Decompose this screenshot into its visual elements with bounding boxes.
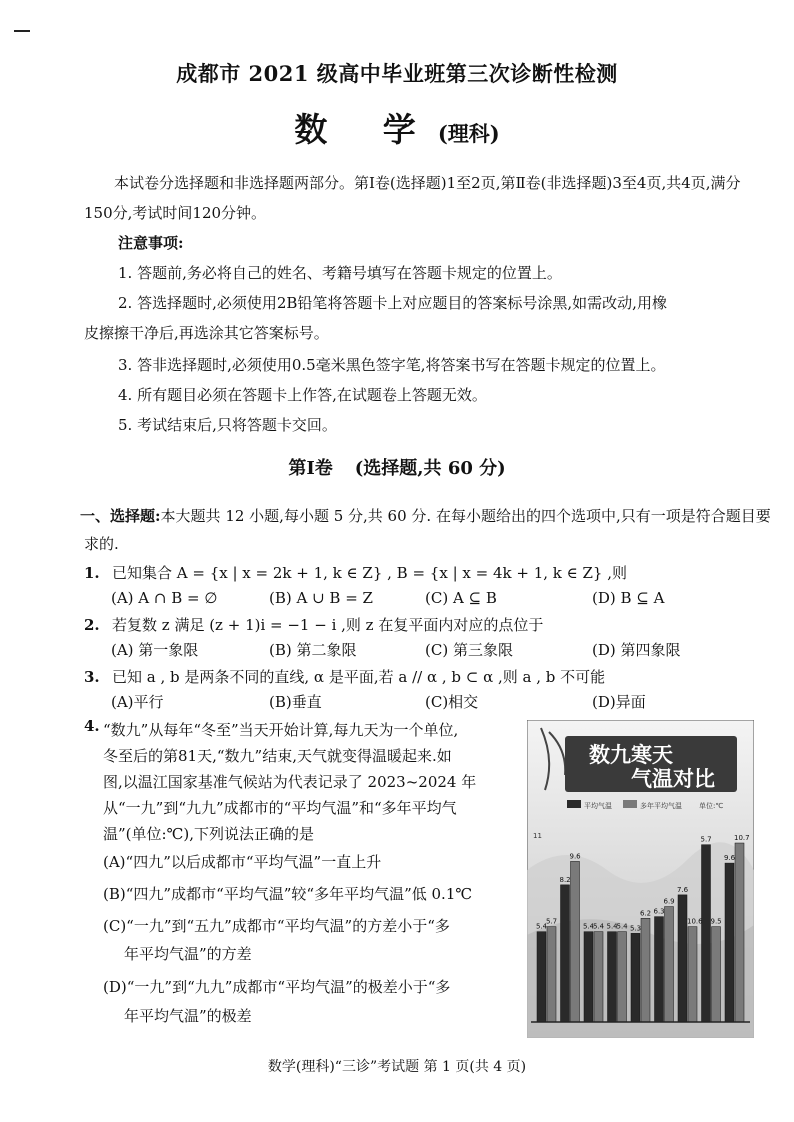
bar-multi-year-5	[641, 918, 650, 1022]
question-stem: 若复数 z 满足 (z + 1)i = −1 − i ,则 z 在复平面内对应的点位于	[112, 616, 544, 634]
value-label: 5.4	[583, 922, 595, 931]
q4-stem-line-3: 图,以温江国家基准气候站为代表记录了 2023~2024 年	[103, 773, 477, 791]
bar-avg-8	[702, 845, 711, 1022]
chart-title-line-1: 数九寒天	[589, 743, 673, 767]
question-4-number: 4.	[84, 717, 100, 735]
value-label: 5.7	[546, 917, 558, 926]
question-2	[84, 612, 543, 638]
option-d: (D) 第四象限	[592, 641, 681, 659]
bar-avg-6	[655, 917, 664, 1022]
value-label: 7.6	[677, 885, 689, 894]
q4-option-c-cont: 年平均气温”的方差	[124, 945, 252, 963]
notice-item-3: 3. 答非选择题时,必须使用0.5毫米黑色签字笔,将答案书写在答题卡规定的位置上。	[118, 356, 666, 374]
value-label: 10.6	[687, 917, 703, 926]
value-label: 5.7	[700, 835, 712, 844]
q4-option-a: (A)“四九”以后成都市“平均气温”一直上升	[103, 853, 382, 871]
option-b: (B) A ∪ B = Z	[269, 589, 373, 607]
subject-main: 数 学	[294, 110, 438, 149]
bar-multi-year-1	[547, 927, 556, 1022]
bar-multi-year-2	[571, 861, 580, 1022]
value-label: 6.2	[640, 909, 652, 918]
section-subtitle: (选择题,共 60 分)	[354, 458, 506, 479]
legend-label-multi-year: 多年平均气温	[640, 802, 682, 810]
option-d: (D)异面	[592, 693, 646, 711]
section-heading	[0, 454, 794, 480]
section-title: 第Ⅰ卷	[288, 458, 333, 479]
q4-stem-line-5: 温”(单位:℃),下列说法正确的是	[103, 825, 314, 843]
option-c: (C)相交	[425, 693, 479, 711]
q4-stem-line-4: 从“一九”到“九九”成都市的“平均气温”和“多年平均气	[103, 799, 457, 817]
page-footer: 数学(理科)“三诊”考试题 第 1 页(共 4 页)	[267, 1059, 527, 1075]
bar-multi-year-3	[594, 932, 603, 1022]
value-label: 5.4	[536, 922, 548, 931]
subject-title	[0, 104, 794, 151]
legend-unit: 单位:℃	[699, 802, 724, 810]
y-axis-tick-label: 11	[533, 832, 542, 840]
q4-stem-line-2: 冬至后的第81天,“数九”结束,天气就变得温暖起来.如	[103, 747, 452, 765]
intro-paragraph: 本试卷分选择题和非选择题两部分。第Ⅰ卷(选择题)1至2页,第Ⅱ卷(非选择题)3至4页,共4页,满分150分,考试时间120分钟。	[84, 174, 741, 222]
option-d: (D) B ⊆ A	[592, 589, 665, 607]
option-c: (C) A ⊆ B	[425, 589, 497, 607]
value-label: 5.4	[616, 922, 628, 931]
bar-avg-9	[725, 863, 734, 1022]
bar-avg-4	[608, 932, 617, 1022]
exam-title: 成都市 2021 级高中毕业班第三次诊断性检测	[176, 61, 618, 86]
question-stem: 已知集合 A = {x | x = 2k + 1, k ∈ Z} , B = {x | x = 4k + 1, k ∈ Z} ,则	[112, 564, 628, 582]
bar-avg-3	[584, 932, 593, 1022]
temperature-bar-chart	[527, 720, 754, 1038]
value-label: 9.5	[710, 917, 722, 926]
q4-option-b: (B)“四九”成都市“平均气温”较“多年平均气温”低 0.1℃	[103, 885, 473, 903]
question-number: 2.	[84, 616, 100, 634]
bar-multi-year-8	[712, 927, 721, 1022]
option-b: (B) 第二象限	[269, 641, 357, 659]
chart-title-line-2: 气温对比	[631, 767, 715, 791]
option-a: (A)平行	[111, 693, 164, 711]
q4-option-d-cont: 年平均气温”的极差	[124, 1007, 252, 1025]
notice-item-2-cont: 皮擦擦干净后,再选涂其它答案标号。	[84, 324, 329, 342]
value-label: 6.9	[663, 897, 675, 906]
bar-avg-7	[678, 895, 687, 1022]
value-label: 9.6	[569, 852, 581, 861]
value-label: 5.3	[630, 924, 642, 933]
value-label: 10.7	[734, 834, 750, 843]
value-label: 8.2	[559, 875, 571, 884]
value-label: 5.4	[606, 922, 618, 931]
notice-item-1: 1. 答题前,务必将自己的姓名、考籍号填写在答题卡规定的位置上。	[118, 264, 562, 282]
question-stem: 已知 a , b 是两条不同的直线, α 是平面,若 a // α , b ⊂ α ,则 a , b 不可能	[112, 668, 606, 686]
part-instructions	[80, 502, 774, 558]
value-label: 6.3	[653, 907, 665, 916]
corner-mark	[14, 30, 30, 32]
subject-sub: (理科)	[437, 121, 500, 146]
part-lead: 一、选择题:	[80, 507, 161, 525]
value-label: 5.4	[593, 922, 605, 931]
q4-stem-line-1: “数九”从每年“冬至”当天开始计算,每九天为一个单位,	[103, 721, 459, 739]
bar-avg-1	[537, 932, 546, 1022]
legend-swatch-multi-year	[623, 800, 637, 808]
bar-multi-year-6	[665, 907, 674, 1022]
bar-multi-year-4	[618, 932, 627, 1022]
notice-item-2: 2. 答选择题时,必须使用2B铅笔将答题卡上对应题目的答案标号涂黑,如需改动,用橡	[118, 294, 667, 312]
legend-label-avg: 平均气温	[584, 802, 612, 810]
option-b: (B)垂直	[269, 693, 322, 711]
question-number: 3.	[84, 668, 100, 686]
question-number: 1.	[84, 564, 100, 582]
question-3	[84, 664, 605, 690]
part-text: 本大题共 12 小题,每小题 5 分,共 60 分. 在每小题给出的四个选项中,只有一项是符合题目要求的.	[84, 507, 771, 553]
question-1	[84, 560, 627, 586]
notice-item-5: 5. 考试结束后,只将答题卡交回。	[118, 416, 337, 434]
bar-avg-5	[631, 933, 640, 1022]
option-c: (C) 第三象限	[425, 641, 513, 659]
bar-multi-year-7	[688, 927, 697, 1022]
value-label: 9.6	[724, 854, 736, 863]
notice-item-4: 4. 所有题目必须在答题卡上作答,在试题卷上答题无效。	[118, 386, 487, 404]
notice-heading: 注意事项:	[118, 234, 184, 252]
bar-avg-2	[561, 885, 570, 1022]
bar-multi-year-9	[735, 843, 744, 1022]
option-a: (A) A ∩ B = ∅	[111, 589, 218, 607]
legend-swatch-avg	[567, 800, 581, 808]
q4-option-d: (D)“一九”到“九九”成都市“平均气温”的极差小于“多	[103, 978, 451, 996]
option-a: (A) 第一象限	[111, 641, 199, 659]
q4-option-c: (C)“一九”到“五九”成都市“平均气温”的方差小于“多	[103, 917, 450, 935]
